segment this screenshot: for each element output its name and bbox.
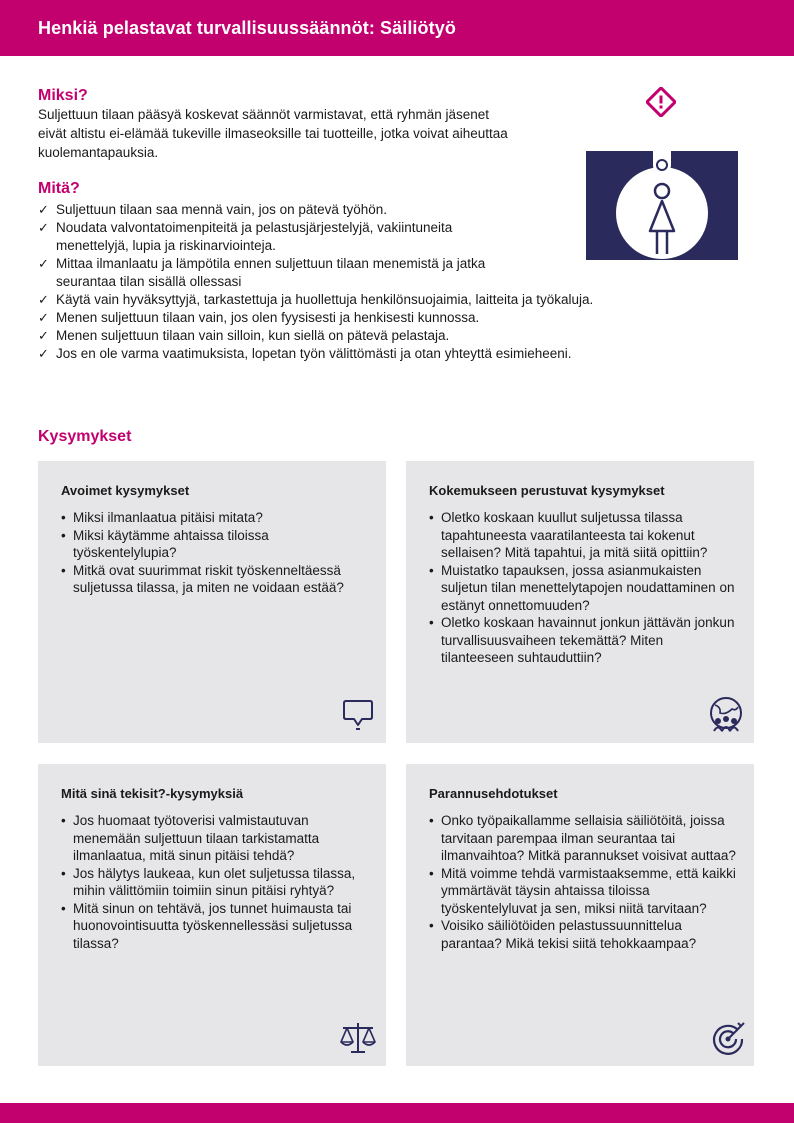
- check-item-text: Suljettuun tilaan saa mennä vain, jos on pätevä työhön.: [56, 202, 387, 217]
- checkmark-icon: ✓: [38, 202, 49, 217]
- checkmark-icon: ✓: [38, 346, 49, 361]
- question-card-experience: [406, 461, 754, 743]
- list-item-text: Oletko koskaan havainnut jonkun jättävän jonkun turvallisuusvaiheen tekemättä? Miten tilanteeseen suhtauduttiin?: [441, 615, 735, 665]
- globe-people-icon: [706, 695, 746, 735]
- list-item: [61, 509, 371, 527]
- card-question-list: [429, 812, 739, 952]
- bullet: •: [429, 918, 434, 933]
- bullet: •: [61, 813, 66, 828]
- checkmark-icon: ✓: [38, 328, 49, 343]
- list-item-text: Oletko koskaan kuullut suljetussa tilassa tapahtuneesta vaaratilanteesta tai kokenut sellaisen? Mitä tapahtui, ja mitä siitä opittiin?: [441, 510, 708, 560]
- list-item: [429, 812, 739, 865]
- list-item: [61, 527, 371, 562]
- miksi-text: Suljettuun tilaan pääsyä koskevat säännöt varmistavat, että ryhmän jäsenet eivät altistu ei-elämää tukeville ilmaseoksille tai tuotteille, jotka voivat aiheuttaa kuolemantapauksia.: [38, 107, 508, 160]
- list-item: [429, 562, 739, 615]
- list-item: [429, 509, 739, 562]
- list-item: [61, 812, 371, 865]
- list-item: [61, 562, 371, 597]
- mita-heading: Mitä?: [38, 180, 80, 197]
- card-question-list: [61, 812, 371, 952]
- card-title: Kokemukseen perustuvat kysymykset: [429, 483, 665, 498]
- check-item: [38, 327, 718, 345]
- list-item-text: Mitä sinun on tehtävä, jos tunnet huimausta tai huonovointisuutta työskennellessäsi suljetussa tilassa?: [73, 900, 353, 951]
- checkmark-icon: ✓: [38, 220, 49, 235]
- check-item-text: Mittaa ilmanlaatu ja lämpötila ennen suljettuun tilaan menemistä ja jatka seurantaa tilan sisällä ollessasi: [56, 256, 486, 289]
- bullet: •: [429, 510, 434, 525]
- bullet: •: [429, 562, 434, 578]
- list-item: [429, 917, 739, 952]
- confined-space-illustration: [586, 151, 738, 260]
- list-item-text: Voisiko säiliötöiden pelastussuunnittelua parantaa? Mikä tekisi siitä tehokkaampaa?: [441, 918, 697, 951]
- check-item: [38, 201, 526, 219]
- bullet: •: [61, 510, 66, 525]
- card-question-list: [61, 509, 371, 597]
- miksi-heading: Miksi?: [38, 87, 88, 104]
- question-card-open: [38, 461, 386, 743]
- check-item: [38, 255, 526, 291]
- check-item: [38, 309, 718, 327]
- header-bar: [0, 0, 794, 56]
- bullet: •: [429, 865, 434, 881]
- card-title: Mitä sinä tekisit?-kysymyksiä: [61, 786, 244, 801]
- checkmark-icon: ✓: [38, 256, 49, 271]
- bullet: •: [61, 562, 66, 578]
- list-item-text: Muistatko tapauksen, jossa asianmukaisten suljetun tilan menettelytapojen noudattaminen on estänyt onnettomuuden?: [441, 562, 735, 613]
- check-item-text: Menen suljettuun tilaan vain, jos olen fyysisesti ja henkisesti kunnossa.: [56, 310, 480, 325]
- list-item-text: Miksi käytämme ahtaissa tiloissa työskentelylupia?: [73, 527, 269, 560]
- list-item-text: Jos huomaat työtoverisi valmistautuvan menemään suljettuun tilaan tarkistamatta ilmanlaatua, mitä sinun pitäisi tehdä?: [73, 813, 320, 863]
- footer-bar: [0, 1103, 794, 1123]
- card-title: Parannusehdotukset: [429, 786, 558, 801]
- check-item-text: Käytä vain hyväksyttyjä, tarkastettuja ja huollettuja henkilönsuojaimia, laitteita ja työkaluja.: [56, 292, 594, 307]
- list-item: [429, 865, 739, 918]
- hazard-warning-icon: [646, 87, 676, 117]
- card-title: Avoimet kysymykset: [61, 483, 190, 498]
- balance-scale-icon: [338, 1018, 378, 1058]
- checkmark-icon: ✓: [38, 292, 49, 307]
- check-item: [38, 345, 718, 363]
- question-card-improvements: [406, 764, 754, 1066]
- list-item-text: Mitkä ovat suurimmat riskit työskenneltäessä suljetussa tilassa, ja miten ne voidaan estää?: [73, 562, 344, 595]
- list-item-text: Jos hälytys laukeaa, kun olet suljetussa tilassa, mihin välittömiin toimiin sinun pitäisi ryhtyä?: [73, 865, 356, 898]
- list-item: [61, 900, 371, 953]
- list-item-text: Miksi ilmanlaatua pitäisi mitata?: [73, 510, 263, 525]
- kysymykset-heading: Kysymykset: [38, 428, 132, 445]
- checkmark-icon: ✓: [38, 310, 49, 325]
- bullet: •: [429, 615, 434, 630]
- check-item-text: Menen suljettuun tilaan vain silloin, kun siellä on pätevä pelastaja.: [56, 328, 450, 343]
- bullet: •: [61, 527, 66, 543]
- bullet: •: [61, 865, 66, 881]
- page-title: Henkiä pelastavat turvallisuussäännöt: Säiliötyö: [38, 18, 456, 38]
- list-item-text: Mitä voimme tehdä varmistaaksemme, että kaikki ymmärtävät täysin ahtaissa tiloissa työskentelyluvat ja sen, miksi niitä tarvitaan?: [441, 865, 736, 916]
- list-item: [429, 614, 739, 667]
- speech-bubble-icon: [338, 693, 378, 733]
- check-item-text: Jos en ole varma vaatimuksista, lopetan työn välittömästi ja otan yhteyttä esimieheeni.: [56, 346, 572, 361]
- bullet: •: [429, 813, 434, 828]
- list-item-text: Onko työpaikallamme sellaisia säiliötöitä, joissa tarvitaan parempaa ilman seurantaa tai ilmanvaihtoa? Mitkä parannukset voisivat auttaa?: [441, 813, 736, 863]
- check-item-text: Noudata valvontatoimenpiteitä ja pelastusjärjestelyjä, vakiintuneita menettelyjä, lupia ja riskinarviointeja.: [56, 220, 453, 253]
- check-item: [38, 291, 718, 309]
- card-question-list: [429, 509, 739, 667]
- check-item: [38, 219, 526, 255]
- bullet: •: [61, 900, 66, 916]
- list-item: [61, 865, 371, 900]
- question-card-what-would-you-do: [38, 764, 386, 1066]
- target-arrow-icon: [708, 1018, 748, 1058]
